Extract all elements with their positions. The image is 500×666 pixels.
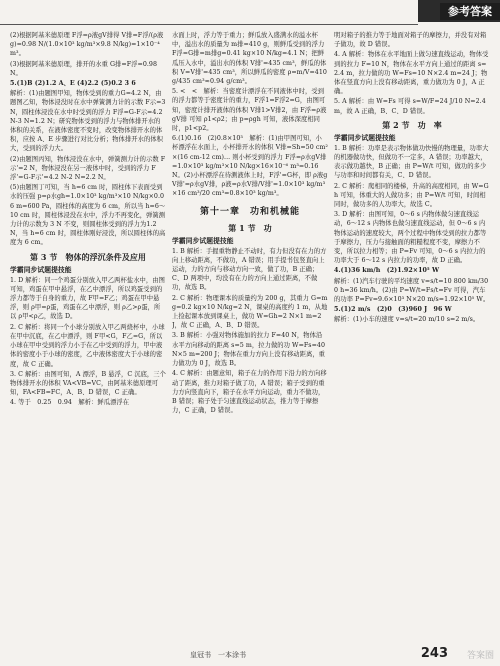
answer-paragraph: 5.(1)2 m/s (2)0 (3)960 J 96 W [334,306,452,314]
answer-paragraph: 4. C 解析：由题意知，箱子在力的作用下沿力的方向移动了距离，推力对箱子做了功，A 错误；箱子受到的重力方向竖直向下，箱子在水平方向运动，重力不做功，B 错误；箱子处于匀速直线运动状态，推力等于摩擦力，C 正确，D 错误。 [172,370,327,415]
answer-paragraph: (5)由题图丁可知，当 h=6 cm 时，圆柱体下表面受到水的压强 p=ρ水gh=1.0×10³ kg/m³×10 N/kg×0.06 m=600 Pa，圆柱体的高度为 6 cm，所以当 h=6～10 cm 时，圆柱体浸没在水中，浮力不再变化，弹簧测力计的示数为 3 N 不变，则圆柱体受到的浮力为1.2 N，当 h=6 cm 时，圆柱体刚好浸没，所以圆柱体的高度为 6 cm。 [10,184,166,247]
section-title: 第 3 节 物体的浮沉条件及应用 [30,251,146,262]
header-rule [0,24,418,25]
subsection-title: 学霸同步试题提技能 [172,236,234,245]
answer-paragraph: 明对箱子的推力等于地面对箱子的摩擦力，并没有对箱子做功，故 D 错误。 [334,32,487,49]
answer-paragraph: 解析：(1)由题图甲知，物体受到的重力G=4.2 N，由题图乙知，物体浸没时在水中弹簧测力计的示数 F示=3 N，圆柱体浸没在水中时受到的浮力 F浮=G-F示=4.2 N-3 N=1.2 N；研究物体受到的浮力与物体排开水的体积的关系，在液体密度不变时，改变物体排开水的体积，应按 A、E 步骤进行对比分析；物体排开水的体积大，受到的浮力大。 [10,90,166,153]
answer-paragraph: 4.(1)36 km/h (2)1.92×10⁵ W [334,267,440,275]
answer-paragraph: 3. B 解析：小强对物体施加的拉力 F=40 N，物体沿水平方向移动的距离 s=5 m，拉力做的功 W=Fs=40 N×5 m=200 J；物体在重力方向上没有移动距离，重力做功为 0 J，故选 B。 [172,332,326,368]
answer-paragraph: 3. D 解析：由图可知，0～6 s 内物体做匀速直线运动，6～12 s 内物体也做匀速直线运动，但 0～6 s 内物体运动的速度较大，两个过程中物体受到的拉力都等于摩擦力，压力与接触面的粗糙程度不变，摩擦力不变，所以拉力相等；由 P=Fv 可知，0～6 s 内拉力的功率大于 6～12 s 内拉力的功率，故 D 正确。 [334,211,487,265]
answer-paragraph: 4. A 解析：物体在水平地面上做匀速直线运动，物体受到的拉力 F=10 N，物体在水平方向上通过的距离 s=2.4 m，拉力做的功 W=Fs=10 N×2.4 m=24 J；物体在竖直方向上没有移动距离，重力做功为 0 J，A 正确。 [334,51,489,96]
answer-paragraph: (2)由题图丙知，物体浸没在水中，弹簧测力计的示数 F示'=2 N，物体浸没在另一液体中时，受到的浮力 F浮'=G-F示'=4.2 N-2 N=2.2 N。 [10,155,166,182]
answer-paragraph: (3)根据阿基米德原理，排开的水重 G排=F浮=0.98 N。 [10,60,158,77]
answer-paragraph: 解析：(1)小车的速度 v=s/t=20 m/10 s=2 m/s。 [334,316,480,324]
answer-paragraph: 2. C 解析：爬相同的楼梯，升高的高度相同，由 W=Gh 可知，体重大的人做功多；由 P=W/t 可知，时间相同时，做功多的人功率大，故选 C。 [334,182,489,209]
page-header [0,0,500,26]
answer-paragraph: 水面上时，浮力等于重力；鲜瓜放入盛满水的溢水杯中，溢出水的质量为 m排=410 g，则鲜瓜受到的浮力 F浮=G排=m排g=0.41 kg×10 N/kg=4.1 N；把鲜瓜压入水中，溢出水的体积 V排'=435 cm³，鲜瓜的体积 V=V排'=435 cm³，所以鲜瓜的密度 ρ=m/V=410 g/435 cm³≈0.94 g/cm³。 [172,32,327,86]
chapter-title: 第十一章 功和机械能 [199,206,300,217]
watermark: 答案圈 [466,651,494,661]
answer-paragraph: 3. C 解析：由图可知，A 漂浮，B 悬浮，C 沉底，三个物体排开水的体积 VA<VB=VC，由阿基米德原理可知，FA<FB=FC，A、B、D 错误，C 正确。 [10,370,166,397]
answer-columns [10,31,490,639]
subsection-title: 学霸同步试题提技能 [10,265,72,274]
answer-paragraph: 5.(1)B (2)1.2 A、E (4)2.2 (5)0.2 3 6 [10,80,136,88]
footer-publisher: 皇冠书 一本涂书 [190,651,246,659]
answer-paragraph: 1. D 解析：同一个鸡蛋分别放入甲乙两杯盐水中，由图可知，鸡蛋在甲中悬浮，在乙中漂浮，所以鸡蛋受到的浮力都等于自身的重力，故 F甲=F乙；鸡蛋在甲中悬浮，则 ρ甲=ρ蛋，鸡蛋在乙中漂浮，则 ρ乙>ρ蛋，所以 ρ甲<ρ乙，故选 D。 [10,276,165,321]
page-number: 243 [420,646,448,661]
section-title: 第 1 节 功 [228,222,272,233]
answer-paragraph: (2)根据阿基米德原理 F浮=ρ液gV排得 V排=F浮/(ρ液g)=0.98 N/(1.0×10³ kg/m³×9.8 N/kg)=1×10⁻⁴ m³。 [10,32,164,58]
column-3 [334,31,490,639]
page-footer [0,646,500,666]
column-2 [172,31,328,639]
answer-paragraph: 1. B 解析：手握重物静止不动时，有力但没有在力的方向上移动距离，不做功，A 错误；用手提书包竖直向上运动，力的方向与移动方向一致，做了功，B 正确；C、D 两项中，均没有在力的方向上通过距离，不做功，故选 B。 [172,247,327,292]
answer-paragraph: 5. < < 解析：当密度计漂浮在不同液体中时，受到的浮力都等于密度计的重力，F浮1=F浮2=G，由图可知，密度计排开液体的体积 V排1>V排2，由 F浮=ρ液gV排 可知 ρ1<ρ2；由 p=ρgh 可知，液体深度相同时，p1<p2。 [172,88,327,133]
answer-paragraph: 4. 等于 0.25 0.94 解析：鲜瓜漂浮在 [10,399,130,407]
answer-paragraph: 2. C 解析：物理课本的质量约为 200 g，其重力 G=mg=0.2 kg×10 N/kg=2 N，课桌的高度约 1 m，从地上捡起课本放到课桌上，做功 W=Gh=2 N×1 m=2 J，故 C 正确，A、B、D 错误。 [172,294,328,330]
section-title: 第 2 节 功 率 [382,119,442,130]
answer-paragraph: 5. A 解析：由 W=Fs 可得 s=W/F=24 J/10 N=2.4 m，故 A 正确，B、C、D 错误。 [334,98,486,115]
answer-paragraph: 解析：(1)汽车行驶的平均速度 v=s/t=10 800 km/300 h=36 km/h。(2)由 P=W/t=Fs/t=Fv 可得，汽车的功率 P=Fv=9.6×10³ N×20 m/s=1.92×10⁵ W。 [334,277,490,304]
subsection-title: 学霸同步试题提技能 [334,133,396,142]
header-tab-answers: 参考答案 [440,3,500,20]
answer-paragraph: 1. B 解析：功率是表示物体做功快慢的物理量，功率大的机器做功快，但做功不一定多，A 错误；功率越大，表示做功越快，B 正确；由 P=W/t 可知，做功的多少与功率和时间都有关，C、D 错误。 [334,144,489,180]
answer-paragraph: 6.(1)0.16 (2)0.8×10³ 解析：(1)由甲图可知，小杯漂浮在水面上，小杯排开水的体积 V排=Sh=50 cm²×(16 cm-12 cm)... 则小杯受到的浮力 F浮=ρ水gV排=1.0×10³ kg/m³×10 N/kg×16×10⁻⁶ m³=0.16 N。(2)小杯漂浮在待测液体上时，F浮'=G杯，即 ρ液gV排'=ρ水gV排，ρ液=ρ水V排/V排'=1.0×10³ kg/m³×16 cm³/20 cm³=0.8×10³ kg/m³。 [172,135,328,198]
answer-paragraph: 2. C 解析：将同一个小球分别放入甲乙两烧杯中，小球在甲中沉底，在乙中漂浮，则 F甲<G，F乙=G，所以小球在甲中受到的浮力小于在乙中受到的浮力，甲中液体的密度小于小球的密度，乙中液体密度大于小球的密度，故 C 正确。 [10,323,165,368]
column-1 [10,31,166,639]
